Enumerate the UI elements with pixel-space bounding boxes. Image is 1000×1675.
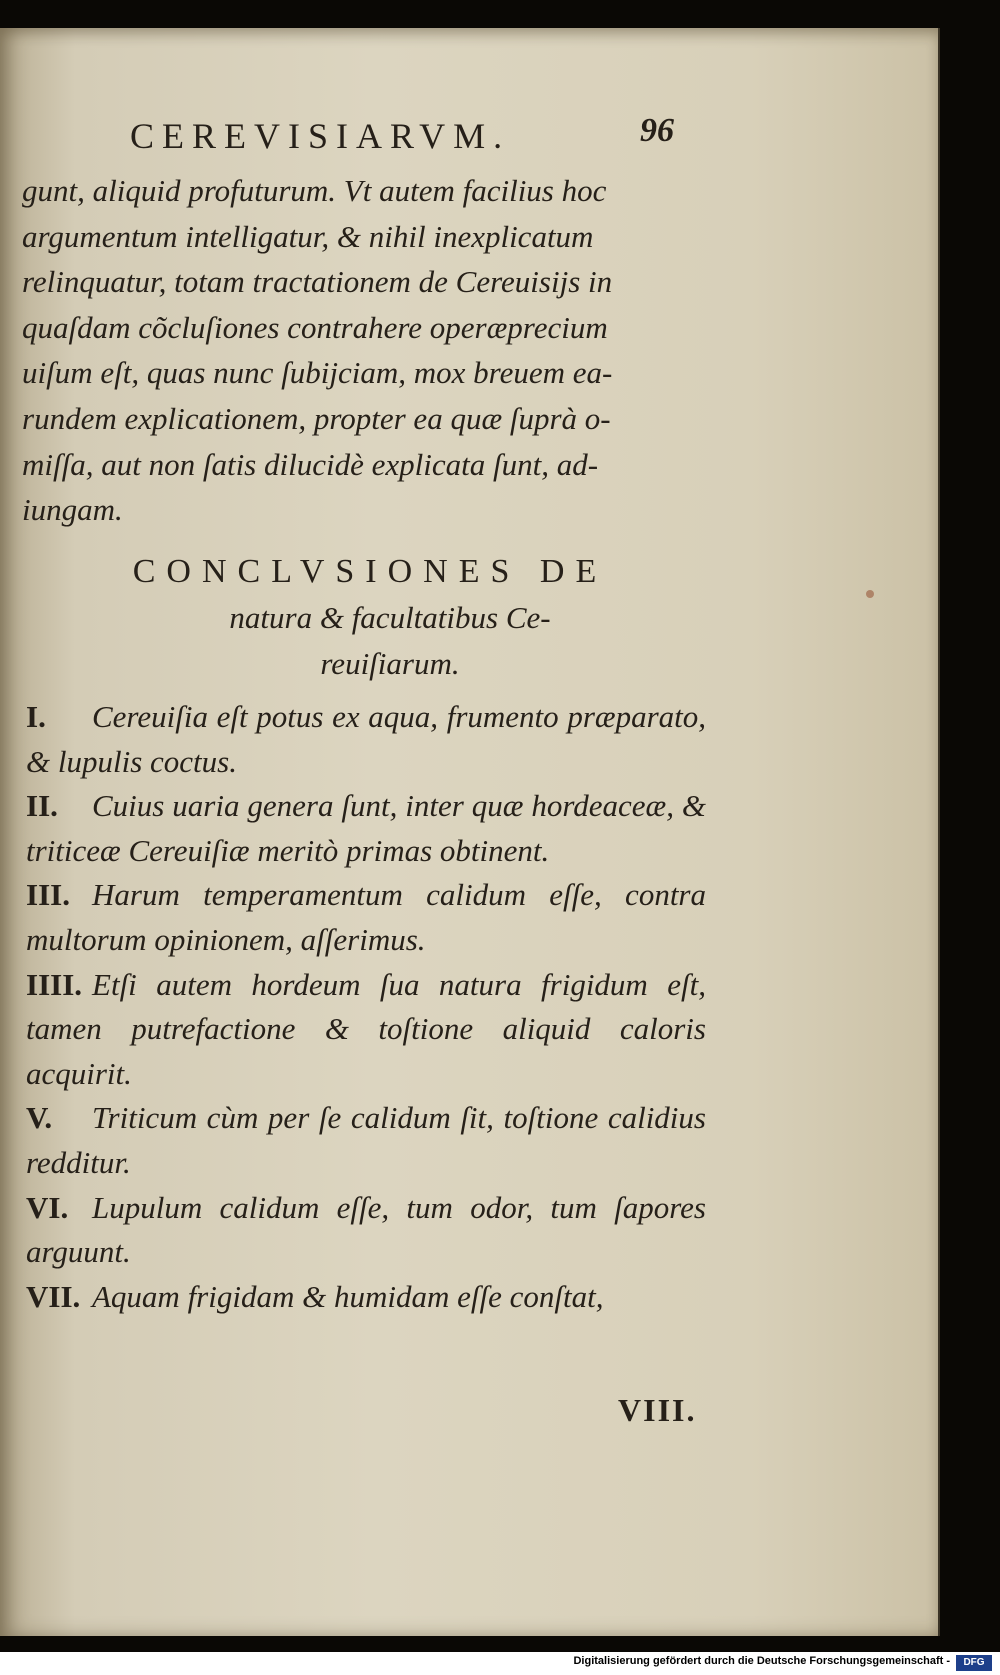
dfg-logo: DFG [956, 1655, 992, 1671]
conclusion-item [26, 873, 706, 962]
body-paragraph [22, 168, 712, 533]
conclusion-item [26, 695, 706, 784]
conclusion-text: Cuius uaria genera ſunt, inter quæ hordeaceæ, & triticeæ Cereuiſiæ meritò primas obtinent. [26, 788, 706, 868]
body-line: quaſdam cõcluſiones contrahere operæprecium [22, 309, 608, 345]
body-line: relinquatur, totam tractationem de Cereuisijs in [22, 264, 613, 300]
catchword: VIII. [618, 1392, 697, 1428]
body-line: gunt, aliquid profuturum. Vt autem facilius hoc [22, 173, 607, 208]
heading-title: CONCLVSIONES DE [132, 553, 608, 590]
body-line: iungam. [22, 492, 123, 528]
conclusion-text: Cereuiſia eſt potus ex aqua, frumento præparato, & lupulis coctus. [26, 699, 706, 779]
conclusion-number: IIII. [26, 966, 83, 1002]
heading-subtitle [180, 595, 600, 687]
conclusion-text: Etſi autem hordeum ſua natura frigidum eſt, tamen putrefactione & toſtione aliquid caloris acquirit. [26, 966, 706, 1091]
body-line: argumentum intelligatur, & nihil inexplicatum [22, 218, 594, 254]
conclusion-text: Triticum cùm per ſe calidum ſit, toſtione calidius redditur. [26, 1100, 706, 1180]
conclusion-text: Aquam frigidam & humidam eſſe conſtat, [92, 1278, 604, 1314]
conclusion-number: III. [26, 877, 70, 913]
conclusion-item [26, 1186, 706, 1275]
conclusion-number: VI. [26, 1189, 69, 1225]
body-line: miſſa, aut non ſatis dilucidè explicata ſunt, ad- [22, 446, 599, 482]
digitization-credit: Digitalisierung gefördert durch die Deutsche Forschungsgemeinschaft - [573, 1655, 950, 1667]
conclusion-number: II. [26, 788, 58, 824]
conclusions-list [26, 695, 706, 1319]
conclusion-number: I. [26, 699, 46, 734]
running-head: CEREVISIARVM. [130, 116, 511, 156]
conclusion-item [26, 784, 706, 873]
body-line: rundem explicationem, propter ea quæ ſuprà o- [22, 400, 611, 436]
heading-subtitle-line-1: natura & facultatibus Ce- [229, 600, 551, 635]
conclusion-item [26, 1096, 706, 1185]
conclusion-text: Harum temperamentum calidum eſſe, contra multorum opinionem, aſſerimus. [26, 877, 706, 957]
heading-subtitle-line-2: reuiſiarum. [320, 646, 460, 681]
conclusion-number: VII. [26, 1278, 81, 1314]
conclusion-text: Lupulum calidum eſſe, tum odor, tum ſapores arguunt. [26, 1189, 706, 1270]
conclusion-number: V. [26, 1100, 53, 1136]
conclusion-item [26, 1275, 706, 1320]
body-line: uiſum eſt, quas nunc ſubijciam, mox breuem ea- [22, 355, 613, 391]
conclusion-item [26, 963, 706, 1097]
ink-spot [866, 590, 874, 598]
page-number: 96 [640, 112, 674, 149]
section-heading [60, 553, 660, 687]
